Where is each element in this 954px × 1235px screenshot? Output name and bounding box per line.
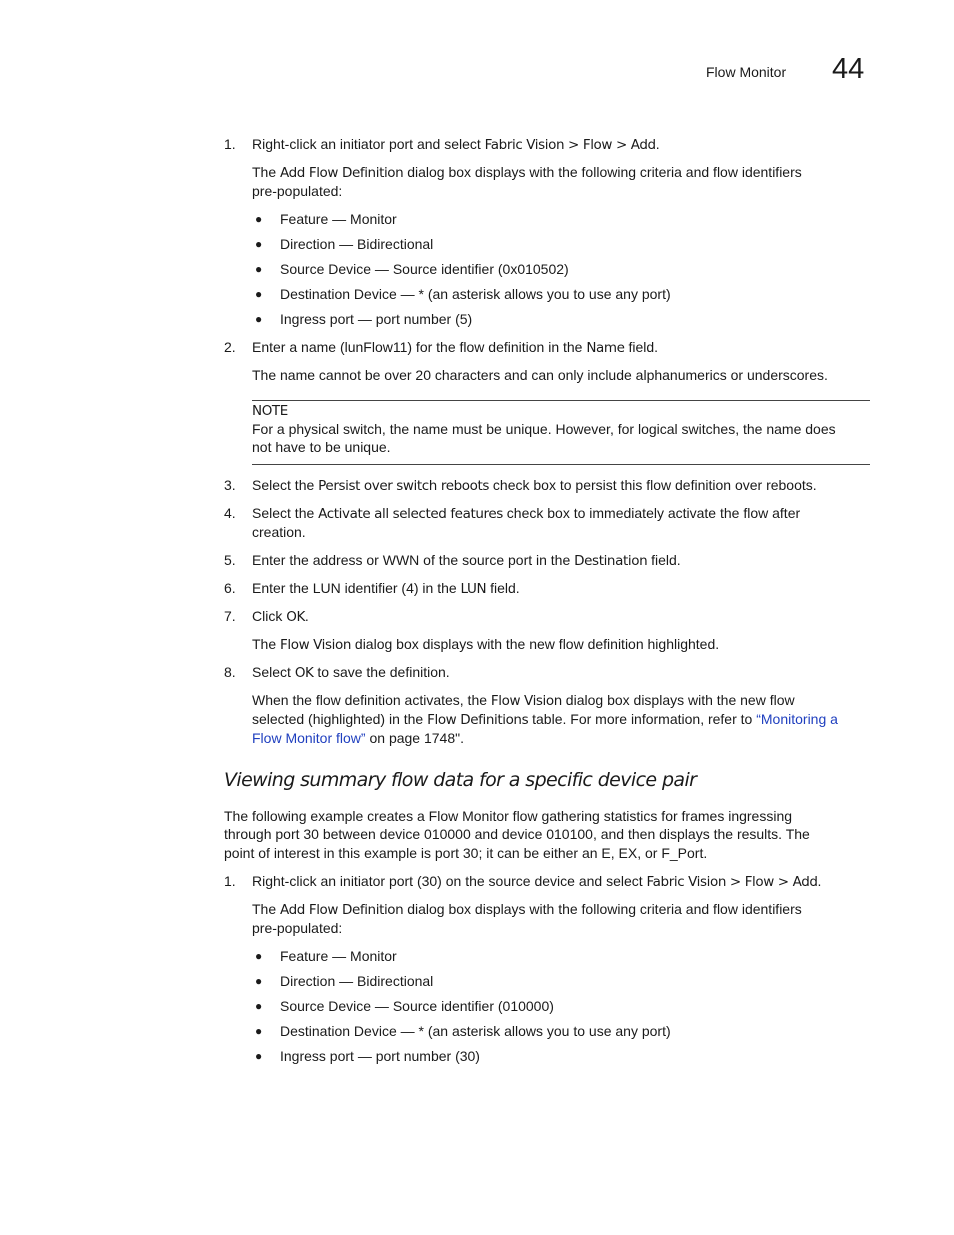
ui-label: Activate all selected features — [318, 506, 503, 522]
step-text: Right-click an initiator port (30) on the source device and select Fabric Vision > Flow > Add. — [252, 873, 822, 890]
list-item: Ingress port — port number (30) — [280, 1048, 480, 1064]
paragraph: pre-populated: — [252, 920, 343, 936]
ui-label: Add Flow Definition — [280, 165, 404, 181]
ui-label: Flow Vision — [280, 637, 352, 653]
bullet-icon: ● — [255, 262, 263, 276]
paragraph: The Flow Vision dialog box displays with the new flow definition highlighted. — [252, 636, 720, 653]
step-number: 3. — [224, 477, 236, 493]
list-item: Feature — Monitor — [280, 948, 397, 964]
paragraph: through port 30 between device 010000 and device 010100, and then displays the results. The — [224, 826, 810, 842]
note-top-rule — [252, 400, 870, 401]
note-label: NOTE — [252, 403, 288, 419]
list-item: Feature — Monitor — [280, 211, 397, 227]
bullet-icon: ● — [255, 974, 263, 988]
ui-label: Add Flow Definition — [280, 902, 404, 918]
step-number: 1. — [224, 136, 236, 152]
paragraph: The Add Flow Definition dialog box displays with the following criteria and flow identifiers — [252, 164, 802, 181]
step-number: 6. — [224, 580, 236, 596]
step-number: 1. — [224, 873, 236, 889]
step-number: 4. — [224, 505, 236, 521]
ui-label: Flow Definitions — [427, 712, 529, 728]
paragraph: The following example creates a Flow Monitor flow gathering statistics for frames ingressing — [224, 808, 793, 824]
ui-label: Persist over switch reboots — [318, 478, 490, 494]
bullet-icon: ● — [255, 949, 263, 963]
bullet-icon: ● — [255, 1024, 263, 1038]
paragraph: selected (highlighted) in the Flow Definitions table. For more information, refer to “Monitoring a — [252, 711, 838, 728]
step-text: Right-click an initiator port and select Fabric Vision > Flow > Add. — [252, 136, 660, 153]
cross-reference-link[interactable]: Flow Monitor flow” — [252, 730, 366, 746]
step-text: Select OK to save the definition. — [252, 664, 450, 681]
paragraph: The Add Flow Definition dialog box displays with the following criteria and flow identifiers — [252, 901, 802, 918]
step-text: Select the Activate all selected features check box to immediately activate the flow after — [252, 505, 801, 522]
note-text: For a physical switch, the name must be unique. However, for logical switches, the name does — [252, 421, 836, 437]
paragraph: When the flow definition activates, the Flow Vision dialog box displays with the new flow — [252, 692, 795, 709]
note-bottom-rule — [252, 464, 870, 465]
step-text: creation. — [252, 524, 306, 540]
step-number: 7. — [224, 608, 236, 624]
ui-label: Destination — [574, 553, 648, 569]
bullet-icon: ● — [255, 1049, 263, 1063]
list-item: Source Device — Source identifier (0x010502) — [280, 261, 569, 277]
ui-label: Flow Vision — [490, 693, 562, 709]
chapter-number: 44 — [832, 53, 865, 85]
bullet-icon: ● — [255, 237, 263, 251]
ui-label: OK — [294, 665, 314, 681]
bullet-icon: ● — [255, 287, 263, 301]
step-text: Enter the LUN identifier (4) in the LUN field. — [252, 580, 520, 597]
list-item: Ingress port — port number (5) — [280, 311, 473, 327]
step-text: Click OK. — [252, 608, 309, 625]
paragraph: point of interest in this example is port 30; it can be either an E, EX, or F_Port. — [224, 845, 708, 861]
list-item: Direction — Bidirectional — [280, 236, 434, 252]
bullet-icon: ● — [255, 999, 263, 1013]
ui-label: Name — [586, 340, 625, 356]
step-number: 5. — [224, 552, 236, 568]
step-text: Enter a name (lunFlow11) for the flow definition in the Name field. — [252, 339, 659, 356]
step-number: 8. — [224, 664, 236, 680]
ui-label: Fabric Vision > Flow > Add — [484, 137, 656, 153]
ui-label: Fabric Vision > Flow > Add — [646, 874, 818, 890]
note-text: not have to be unique. — [252, 439, 391, 455]
paragraph: pre-populated: — [252, 183, 343, 199]
bullet-icon: ● — [255, 312, 263, 326]
list-item: Source Device — Source identifier (010000) — [280, 998, 554, 1014]
step-number: 2. — [224, 339, 236, 355]
step-text: Enter the address or WWN of the source port in the Destination field. — [252, 552, 681, 569]
bullet-icon: ● — [255, 212, 263, 226]
list-item: Direction — Bidirectional — [280, 973, 434, 989]
paragraph: Flow Monitor flow” on page 1748". — [252, 730, 464, 746]
step-text: Select the Persist over switch reboots check box to persist this flow definition over reboots. — [252, 477, 817, 494]
ui-label: OK — [286, 609, 305, 625]
ui-label: LUN — [460, 581, 487, 597]
list-item: Destination Device — * (an asterisk allows you to use any port) — [280, 1023, 671, 1039]
list-item: Destination Device — * (an asterisk allows you to use any port) — [280, 286, 671, 302]
running-header-section: Flow Monitor — [706, 64, 787, 80]
section-heading: Viewing summary flow data for a specific device pair — [224, 769, 697, 791]
paragraph: The name cannot be over 20 characters and can only include alphanumerics or underscores. — [252, 367, 828, 383]
cross-reference-link[interactable]: “Monitoring a — [756, 711, 838, 727]
